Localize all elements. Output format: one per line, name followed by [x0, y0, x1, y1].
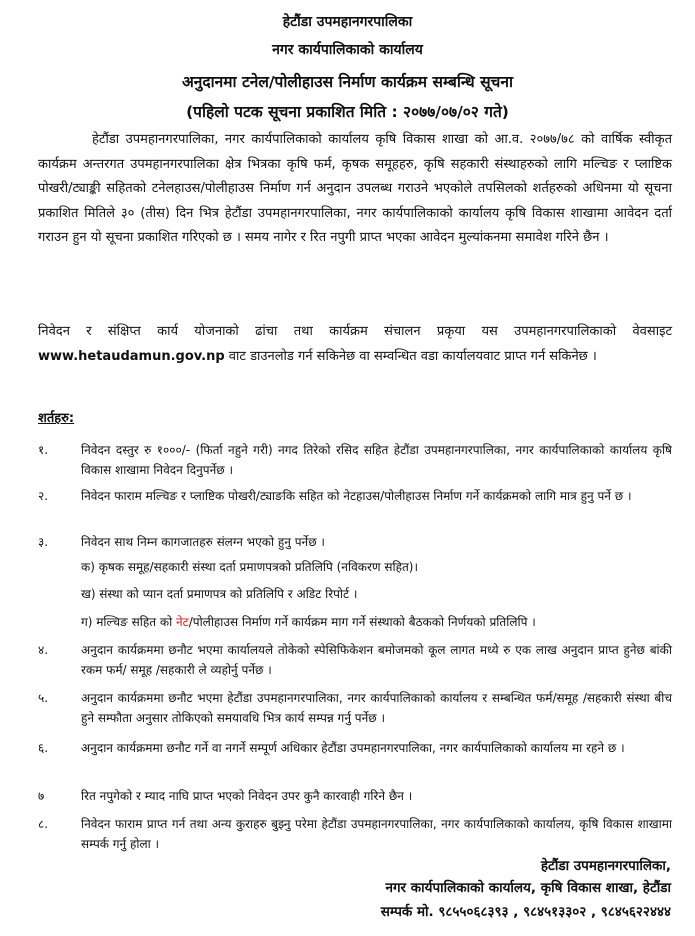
- municipality-name: हेटौंडा उपमहानगरपालिका: [282, 14, 413, 30]
- term-text: अनुदान कार्यक्रममा छनौट गर्ने वा नगर्ने सम्पूर्ण अधिकार हेटौंडा उपमहानगरपालिका, नगर कार्यपालिकाको कार्यालय मा रहने छ ।: [81, 741, 625, 755]
- website-link[interactable]: www.hetaudamun.gov.np: [38, 348, 225, 364]
- notice-title: अनुदानमा टनेल/पोलीहाउस निर्माण कार्यक्रम सम्बन्धि सूचना: [181, 73, 514, 91]
- term-text: रित नपुगेको र म्याद नाघि प्राप्त भएको निवेदन उपर कुनै कारवाही गरिने छैन ।: [81, 789, 413, 803]
- term-number: ३.: [38, 535, 49, 549]
- office-name: नगर कार्यपालिकाको कार्यालय: [272, 42, 423, 58]
- highlighted-word: नेट: [176, 615, 189, 629]
- term-number: २.: [38, 489, 49, 503]
- footer-office: नगर कार्यपालिकाको कार्यालय, कृषि विकास शाखा, हेटौंडा: [385, 880, 671, 896]
- subitem-ga-text-after: /पोलीहाउस निर्माण गर्ने कार्यक्रम माग गर्ने संस्थाको बैठकको निर्णयको प्रतिलिपि ।: [188, 615, 536, 629]
- terms-heading: शर्तहरु:: [38, 411, 75, 426]
- term-text: अनुदान कार्यक्रममा छनौट भएमा हेटौंडा उपमहानगरपालिका, नगर कार्यपालिकाको कार्यालय र सम्बन्धित फर्म/समूह /सहकारी संस्था बीच हुने सम्फौता अनुसार तोकिएको समयावधि भित्र कार्य सम्पन्न गर्नु पर्नेछ ।: [81, 691, 672, 725]
- publish-date: (पहिलो पटक सूचना प्रकाशित मिति : २०७७/०७/०२ गते): [186, 103, 509, 121]
- footer-municipality: हेटौंडा उपमहानगरपालिका,: [540, 858, 671, 874]
- term-item-4: [38, 640, 672, 680]
- term-number: ४.: [38, 643, 49, 657]
- term-number: ८.: [38, 817, 49, 831]
- term-text: अनुदान कार्यक्रममा छनौट भएमा कार्यालयले तोकेको स्पेसिफिकेशन बमोजमको कूल लागत मध्ये रु एक लाख अनुदान प्राप्त हुनेछ बांकी रकम फर्म/ समूह /सहकारी ले व्यहोर्नु पर्नेछ ।: [81, 643, 672, 677]
- term-text: निवेदन फाराम मल्चिङ र प्लाष्टिक पोखरी/ट्याङकि सहित को नेटहाउस/पोलीहाउस निर्माण गर्ने कार्यक्रमको लागि मात्र हुनु पर्ने छ ।: [81, 489, 632, 503]
- term-text: निवेदन दस्तुर रु १०००/- (फिर्ता नहुने गरी) नगद तिरेको रसिद सहित हेटौंडा उपमहानगरपालिका, नगर कार्यपालिकाको कार्यालय कृषि विकास शाखामा निवेदन दिनुपर्नेछ ।: [81, 443, 672, 477]
- term-subitem-ka: क) कृषक समूह/सहकारी संस्था दर्ता प्रमाणपत्रको प्रतिलिपि (नविकरण सहित)।: [81, 560, 419, 574]
- subitem-ga-text-before: ग) मल्चिङ सहित को: [81, 615, 176, 629]
- footer-contact: सम्पर्क मो. ९८५५०६८३९३ , ९८४५१३३०२ , ९८४५६२२४४४: [380, 904, 671, 920]
- term-subitem-kha: ख) संस्था को प्यान दर्ता प्रमाणपत्र को प्रतिलिपि र अडिट रिपोर्ट ।: [81, 587, 358, 601]
- term-item-8: [38, 814, 672, 854]
- term-item-3: [38, 532, 672, 552]
- term-item-1: [38, 440, 672, 480]
- term-subitem-ga: [81, 612, 536, 632]
- download-text-before: निवेदन र संक्षिप्त कार्य योजनाको ढांचा तथा कार्यक्रम संचालन प्रकृया यस उपमहानगरपालिकाको वेवसाइट: [38, 324, 672, 339]
- term-number: १.: [38, 443, 49, 457]
- download-text-after: वाट डाउनलोड गर्न सकिनेछ वा सम्वन्धित वडा कार्यालयवाट प्राप्त गर्न सकिनेछ ।: [224, 348, 597, 364]
- term-item-6: [38, 738, 672, 758]
- intro-paragraph: हेटौंडा उपमहानगरपालिका, नगर कार्यपालिकाको कार्यालय कृषि विकास शाखा को आ.व. २०७७/७८ को वार्षिक स्वीकृत कार्यक्रम अन्तरगत उपमहानगरपालिका क्षेत्र भित्रका कृषि फर्म, कृषक समूहहरु, कृषि सहकारी संस्थाहरुको लागि मल्चिङ र प्लाष्टिक पोखरी/ट्याङ्की सहितको टनेलहाउस/पोलीहाउस निर्माण गर्न अनुदान उपलब्ध गराउने भएकोले तपसिलको शर्तहरुको अधिनमा यो सूचना प्रकाशित मितिले ३० (तीस) दिन भित्र हेटौंडा उपमहानगरपालिका, नगर कार्यपालिकाको कार्यालय कृषि विकास शाखामा आवेदन दर्ता गराउन हुन यो सूचना प्रकाशित गरिएको छ । समय नागेर र रित नपुगी प्राप्त भएका आवेदन मुल्यांकनमा समावेश गरिने छैन ।: [38, 132, 672, 245]
- term-number: ७: [38, 789, 45, 803]
- term-item-2: [38, 486, 672, 506]
- term-item-7: [38, 786, 672, 806]
- term-item-5: [38, 688, 672, 728]
- download-paragraph: [38, 320, 672, 369]
- term-number: ६.: [38, 741, 49, 755]
- term-number: ५.: [38, 691, 49, 705]
- term-text: निवेदन साथ निम्न कागजातहरु संलग्न भएको हुनु पर्नेछ ।: [81, 535, 325, 549]
- term-text: निवेदन फाराम प्राप्त गर्न तथा अन्य कुराहरु बुझ्नु परेमा हेटौंडा उपमहानगरपालिका, नगर कार्यपालिकाको कार्यालय, कृषि विकास शाखामा सम्पर्क गर्नु होला ।: [81, 817, 672, 851]
